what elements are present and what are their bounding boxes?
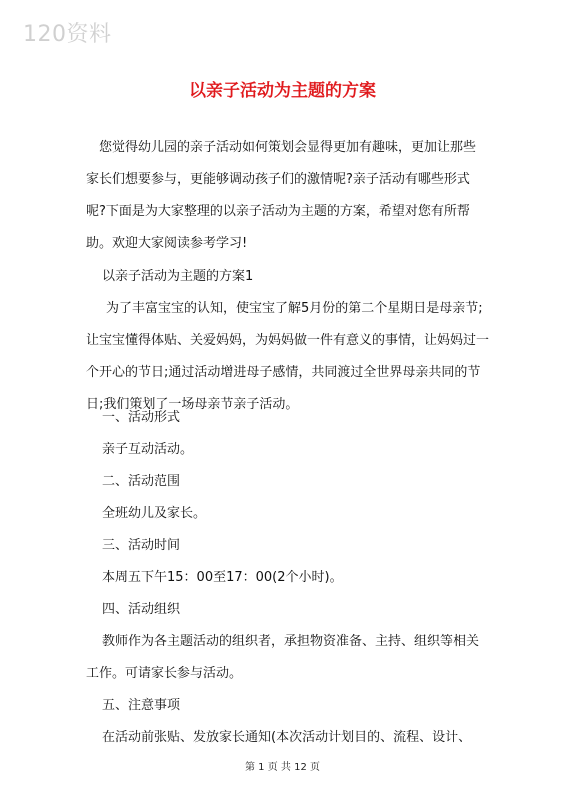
heading-activity-organization: 四、活动组织 [102, 602, 181, 617]
document-title: 以亲子活动为主题的方案 [189, 81, 376, 101]
activity-scope-text: 全班幼儿及家长。 [102, 506, 207, 521]
heading-activity-form: 一、活动形式 [102, 410, 181, 425]
page-footer: 第 1 页 共 12 页 [245, 762, 320, 773]
activity-organization-text: 教师作为各主题活动的组织者，承担物资准备、主持、组织等相关工作。可请家长参与活动。 [86, 634, 480, 681]
heading-activity-scope: 二、活动范围 [102, 474, 181, 489]
heading-activity-time: 三、活动时间 [102, 538, 181, 553]
intro-paragraph: 您觉得幼儿园的亲子活动如何策划会显得更加有趣味，更加让那些家长们想要参与，更能够调动孩子们的激情呢?亲子活动有哪些形式呢?下面是为大家整理的以亲子活动为主题的方案，希望对您有所帮助。欢迎大家阅读参考学习! [86, 140, 477, 251]
section-1-paragraph: 为了丰富宝宝的认知，使宝宝了解5月份的第二个星期日是母亲节;让宝宝懂得体贴、关爱妈妈，为妈妈做一件有意义的事情，让妈妈过一个开心的节日;通过活动增进母子感情，共同渡过全世界母亲共同的节日;我们策划了一场母亲节亲子活动。 [86, 301, 490, 412]
activity-time-text: 本周五下午15：00至17：00(2个小时)。 [102, 570, 343, 585]
heading-notes: 五、注意事项 [102, 698, 181, 713]
notes-text: 在活动前张贴、发放家长通知(本次活动计划目的、流程、设计、 [102, 730, 472, 745]
activity-form-text: 亲子互动活动。 [102, 442, 194, 457]
watermark-logo: 120资料 [23, 22, 112, 47]
section-1-heading: 以亲子活动为主题的方案1 [102, 269, 254, 284]
